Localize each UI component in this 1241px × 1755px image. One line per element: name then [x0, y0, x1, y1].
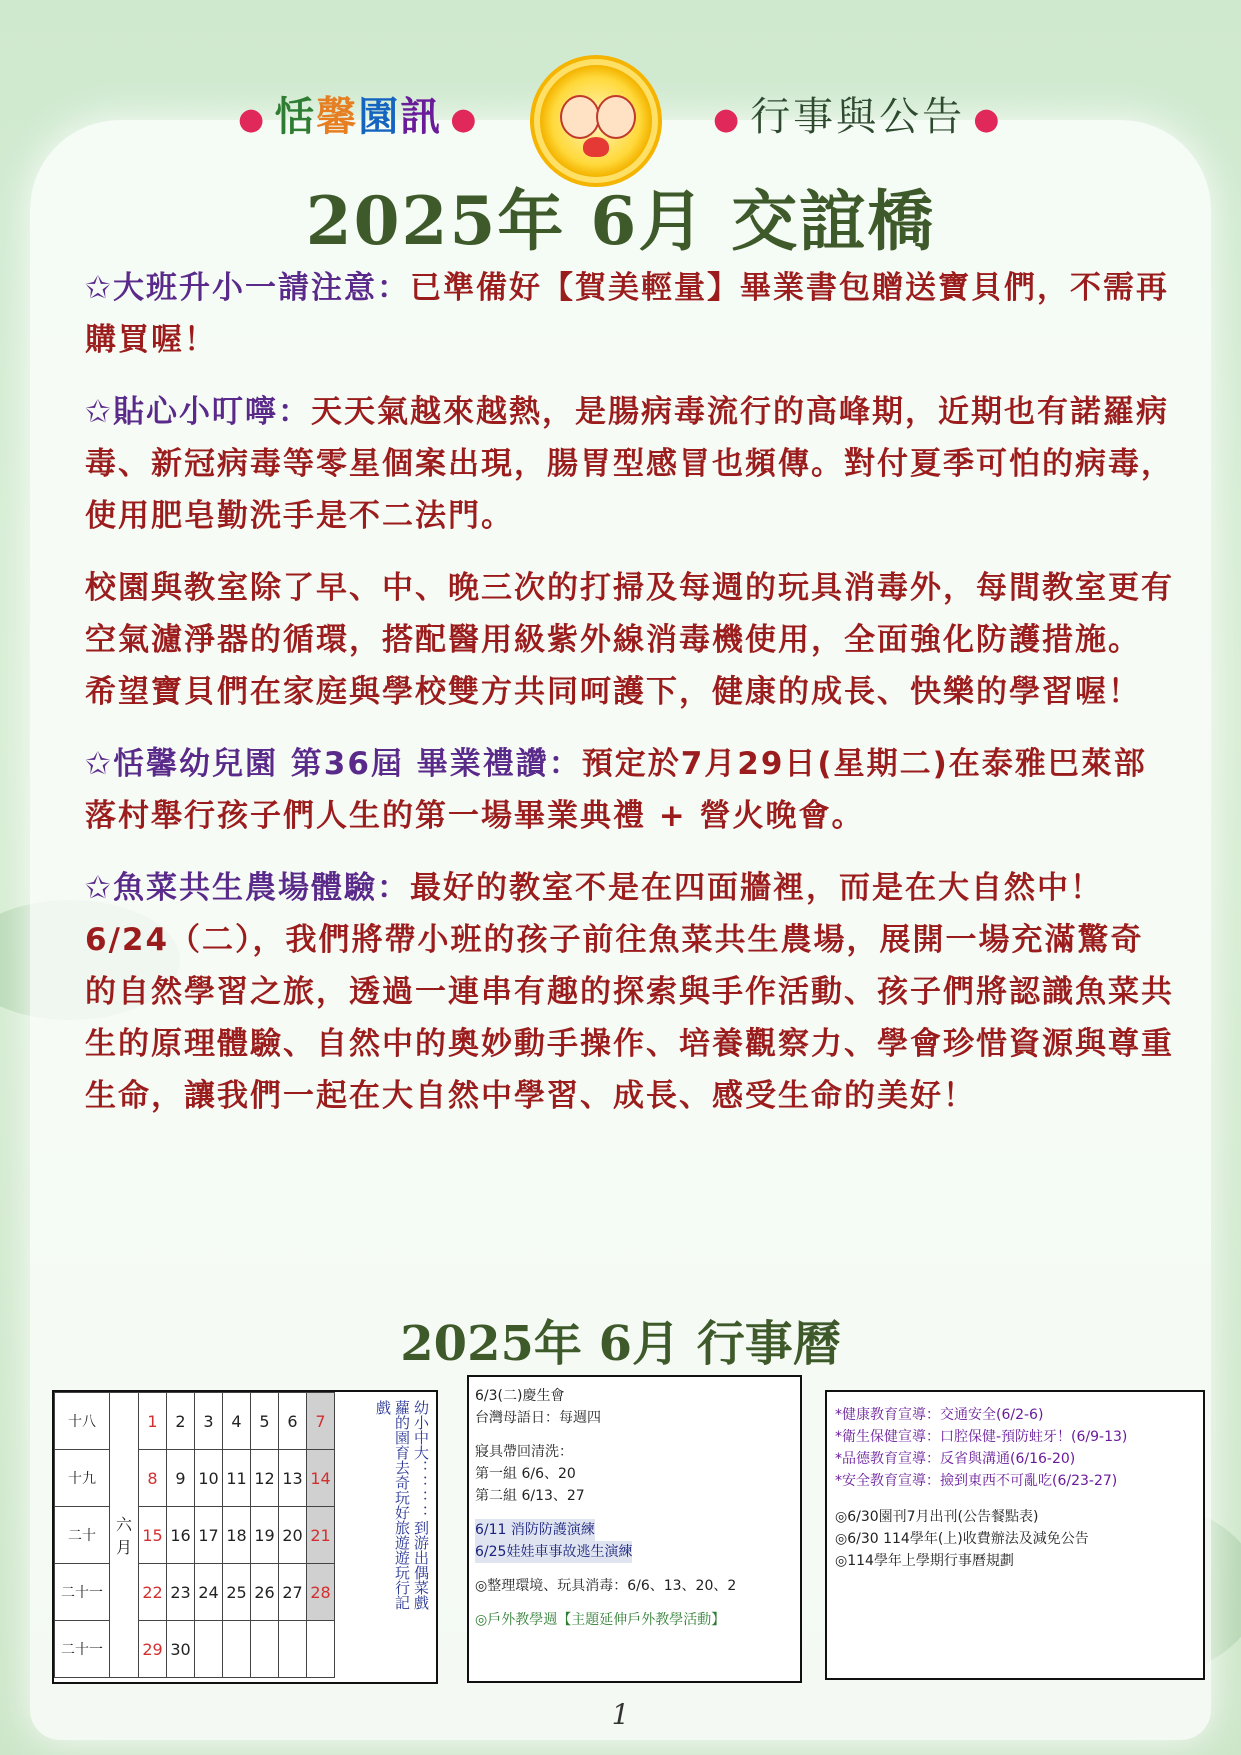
calendar-day [223, 1621, 251, 1678]
calendar-side-notes: 幼小中大：：：：到游出偶菜戲蘿的園育去奇玩好旅遊遊玩行記戲 [374, 1400, 430, 1610]
announcement-heading: ✩大班升小一請注意： [85, 270, 410, 306]
event-item: 6/25娃娃車事故逃生演練 [475, 1541, 632, 1563]
event-item: 6/11 消防防護演練 [475, 1519, 595, 1541]
event-item: 寢具帶回清洗： [475, 1444, 573, 1460]
calendar-title: 2025年 6月 行事曆 [400, 1316, 841, 1372]
calendar-day: 26 [251, 1564, 279, 1621]
announcement-health-tip [85, 386, 1175, 542]
calendar-day: 21 [307, 1507, 335, 1564]
calendar-day: 20 [279, 1507, 307, 1564]
calendar-day: 15 [139, 1507, 167, 1564]
calendar-week-row [55, 1621, 335, 1678]
child-face-icon [596, 95, 636, 139]
calendar-day: 25 [223, 1564, 251, 1621]
announcement-body: 預定於7月29日(星期二)在泰雅巴萊部落村舉行孩子們人生的第一場畢業典禮 + 營火晚會。 [85, 746, 1147, 834]
announcement-graduation-ceremony [85, 738, 1175, 842]
announcement-body: 已準備好【賀美輕量】畢業書包贈送寶貝們，不需再購買喔！ [85, 270, 1169, 358]
bullet-dot-icon: ● [238, 101, 267, 137]
calendar-day: 28 [307, 1564, 335, 1621]
announcement-item: ◎6/30 114學年(上)收費辦法及減免公告 [835, 1531, 1089, 1547]
masthead-right-title [705, 85, 1010, 142]
calendar-day: 10 [195, 1450, 223, 1507]
week-number: 十八 [55, 1393, 110, 1450]
week-number: 二十一 [55, 1621, 110, 1678]
calendar-week-row [55, 1507, 335, 1564]
announcement-body: 最好的教室不是在四面牆裡，而是在大自然中！6/24（二），我們將帶小班的孩子前往魚菜共生農場，展開一場充滿驚奇的自然學習之旅，透過一連串有趣的探索與手作活動、孩子們將認識魚菜共生的原理體驗、自然中的奧妙動手操作、培養觀察力、學會珍惜資源與尊重生命，讓我們一起在大自然中學習、成長、感受生命的美好！ [85, 870, 1174, 1114]
calendar-week-row [55, 1393, 335, 1450]
announcement-heading: ✩魚菜共生農場體驗： [85, 870, 410, 906]
education-box [825, 1390, 1205, 1680]
calendar-day: 22 [139, 1564, 167, 1621]
calendar-day: 14 [307, 1450, 335, 1507]
child-face-icon [560, 95, 600, 139]
calendar-day: 24 [195, 1564, 223, 1621]
masthead-char: 馨 [316, 94, 359, 140]
announcement-body: 天天氣越來越熱，是腸病毒流行的高峰期，近期也有諾羅病毒、新冠病毒等零星個案出現，腸胃型感冒也頻傳。對付夏季可怕的病毒，使用肥皂勤洗手是不二法門。 [85, 394, 1174, 534]
education-item: *衛生保健宣導：口腔保健-預防蛀牙！(6/9-13) [835, 1429, 1128, 1445]
announcement-item: ◎114學年上學期行事曆規劃 [835, 1553, 1014, 1569]
announcement-disinfection: 校園與教室除了早、中、晚三次的打掃及每週的玩具消毒外，每間教室更有空氣濾淨器的循環，搭配醫用級紫外線消毒機使用，全面強化防護措施。 [85, 570, 1174, 658]
calendar-day: 27 [279, 1564, 307, 1621]
masthead [0, 55, 1241, 165]
event-item: 6/3(二)慶生會 [475, 1388, 565, 1404]
calendar-day: 12 [251, 1450, 279, 1507]
calendar-day: 6 [279, 1393, 307, 1450]
masthead-char: 訊 [400, 94, 443, 140]
education-item: *健康教育宣導：交通安全(6/2-6) [835, 1407, 1044, 1423]
week-number: 十九 [55, 1450, 110, 1507]
main-title: 2025年 6月 交誼橋 [305, 182, 936, 260]
calendar-day: 23 [167, 1564, 195, 1621]
calendar-day: 2 [167, 1393, 195, 1450]
announcements [85, 262, 1175, 1142]
event-item: ◎戶外教學週【主題延伸戶外教學活動】 [475, 1612, 726, 1628]
week-number: 二十 [55, 1507, 110, 1564]
calendar-day: 1 [139, 1393, 167, 1450]
section-label: 行事與公告 [750, 94, 966, 140]
announcement-graduation-bag [85, 262, 1175, 366]
calendar-day [279, 1621, 307, 1678]
bullet-dot-icon: ● [973, 101, 1003, 137]
announcement-item: ◎6/30園刊7月出刊(公告餐點表) [835, 1509, 1039, 1525]
week-number: 二十一 [55, 1564, 110, 1621]
announcement-heading: ✩貼心小叮嚀： [85, 394, 311, 430]
event-item: 第一組 6/6、20 [475, 1466, 576, 1482]
education-item: *品德教育宣導：反省與溝通(6/16-20) [835, 1451, 1076, 1467]
calendar-day: 7 [307, 1393, 335, 1450]
masthead-char: 園 [358, 94, 401, 140]
calendar-day: 16 [167, 1507, 195, 1564]
calendar-day: 19 [251, 1507, 279, 1564]
calendar-day: 13 [279, 1450, 307, 1507]
calendar-day [251, 1621, 279, 1678]
event-item: ◎整理環境、玩具消毒：6/6、13、20、2 [475, 1578, 737, 1594]
page-number: 1 [611, 1698, 630, 1731]
bullet-dot-icon: ● [713, 101, 743, 137]
calendar-day: 8 [139, 1450, 167, 1507]
calendar-day: 4 [223, 1393, 251, 1450]
school-logo [540, 65, 652, 177]
calendar-day: 5 [251, 1393, 279, 1450]
calendar-day [195, 1621, 223, 1678]
announcement-farm-trip [85, 862, 1175, 1122]
event-item: 第二組 6/13、27 [475, 1488, 585, 1504]
announcement-heading: ✩恬馨幼兒園 第36屆 畢業禮讚： [85, 746, 582, 782]
month-calendar [52, 1390, 438, 1684]
announcement-wish: 希望寶貝們在家庭與學校雙方共同呵護下，健康的成長、快樂的學習喔！ [85, 674, 1141, 710]
heart-icon [583, 137, 609, 157]
event-item: 台灣母語日：每週四 [475, 1410, 601, 1426]
education-item: *安全教育宣導：撿到東西不可亂吃(6/23-27) [835, 1473, 1118, 1489]
calendar-day: 17 [195, 1507, 223, 1564]
masthead-left-title [230, 85, 486, 142]
calendar-day: 9 [167, 1450, 195, 1507]
calendar-grid [54, 1392, 335, 1678]
calendar-day: 18 [223, 1507, 251, 1564]
calendar-day: 29 [139, 1621, 167, 1678]
bullet-dot-icon: ● [450, 101, 479, 137]
month-label: 六月 [110, 1393, 139, 1678]
calendar-day [307, 1621, 335, 1678]
masthead-char: 恬 [274, 94, 317, 140]
calendar-day: 30 [167, 1621, 195, 1678]
calendar-week-row [55, 1450, 335, 1507]
events-box [467, 1375, 802, 1683]
calendar-day: 11 [223, 1450, 251, 1507]
calendar-week-row [55, 1564, 335, 1621]
calendar-day: 3 [195, 1393, 223, 1450]
